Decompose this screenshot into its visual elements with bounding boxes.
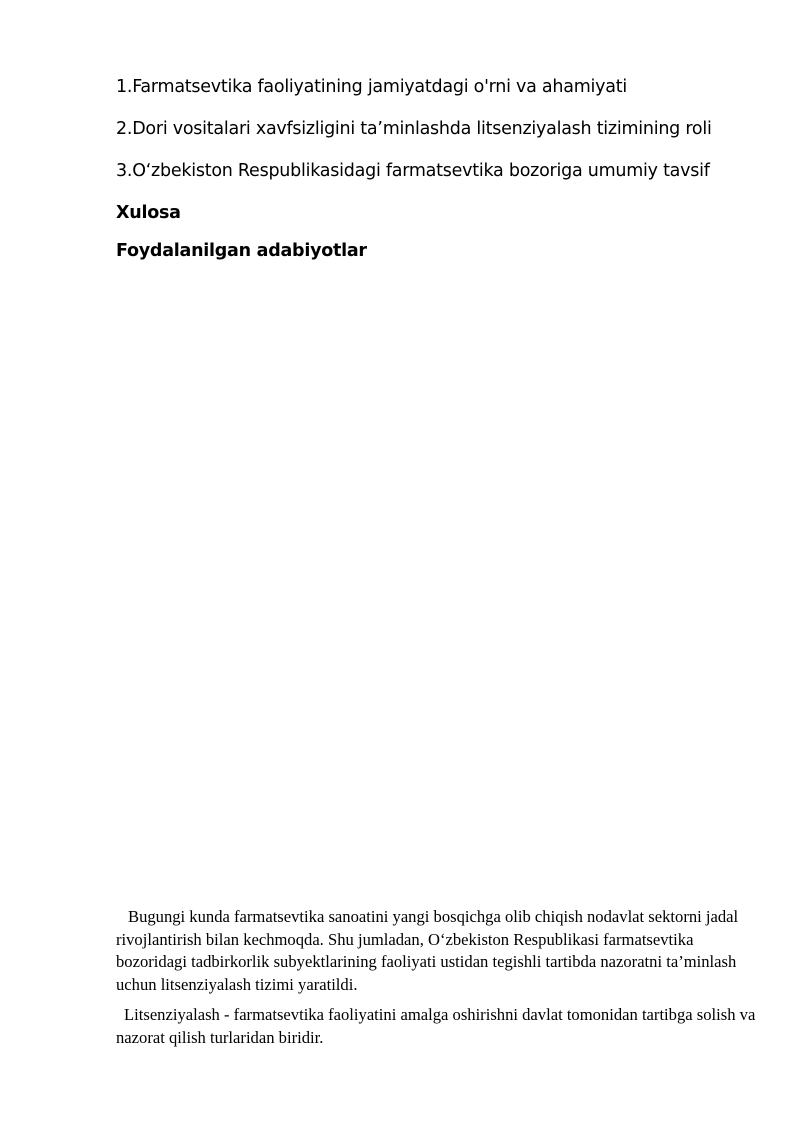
- table-of-contents: [116, 74, 776, 276]
- toc-item-1: 1.Farmatsevtika faoliyatining jamiyatdagi o'rni va ahamiyati: [116, 77, 627, 97]
- paragraph-text: Litsenziyalash - farmatsevtika faoliyatini amalga oshirishni davlat tomonidan tartibga solish va nazorat qilish turlaridan biridir.: [116, 1005, 756, 1047]
- toc-item-3: 3.O‘zbekiston Respublikasidagi farmatsevtika bozoriga umumiy tavsif: [116, 161, 710, 181]
- paragraph: [116, 906, 756, 996]
- paragraph-text: Bugungi kunda farmatsevtika sanoatini yangi bosqichga olib chiqish nodavlat sektorni jadal rivojlantirish bilan kechmoqda. Shu jumladan, O‘zbekiston Respublikasi farmatsevtika bozoridagi tadbirkorlik subyektlarining faoliyati ustidan tegishli tartibda nazoratni ta’minlash uchun litsenziyalash tizimi yaratildi.: [116, 907, 739, 994]
- toc-references: Foydalanilgan adabiyotlar: [116, 241, 367, 261]
- toc-item-2: 2.Dori vositalari xavfsizligini ta’minlashda litsenziyalash tizimining roli: [116, 119, 712, 139]
- body-text: [116, 906, 756, 1057]
- paragraph: [116, 1004, 756, 1049]
- toc-conclusion: Xulosa: [116, 203, 181, 223]
